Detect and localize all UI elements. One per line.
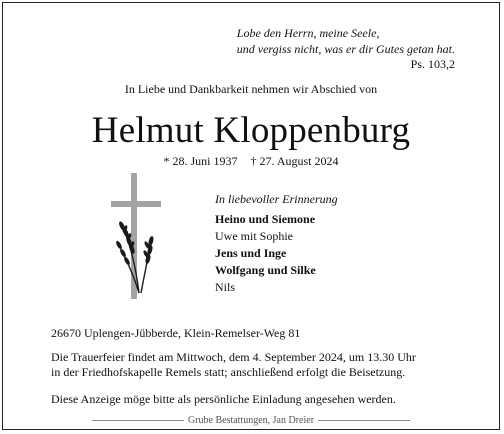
service-line-2: in der Friedhofskapelle Remels statt; anschließend erfolgt die Beisetzung. — [51, 365, 406, 379]
mourner-line: Wolfgang und Silke — [215, 263, 316, 277]
verse-line-1: Lobe den Herrn, meine Seele, — [236, 26, 380, 40]
family-address: 26670 Uplengen-Jübberde, Klein-Remelser-Weg 81 — [51, 326, 301, 340]
footer-rule-right — [318, 420, 410, 421]
deceased-name: Helmut Kloppenburg — [91, 110, 411, 151]
bible-verse — [237, 25, 455, 57]
mourner-line: Nils — [215, 280, 236, 294]
service-line-1: Die Trauerfeier findet am Mittwoch, dem 4. September 2024, um 13.30 Uhr — [51, 350, 416, 364]
life-dates — [3, 154, 499, 169]
funeral-service-info — [51, 350, 471, 380]
footer-rule-left — [92, 420, 184, 421]
footer — [3, 415, 499, 426]
mourners-list — [215, 191, 338, 296]
death-date: † 27. August 2024 — [250, 154, 339, 168]
mourners-lead: In liebevoller Erinnerung — [215, 192, 338, 206]
mourner-line: Heino und Siemone — [215, 212, 316, 226]
invitation-note: Diese Anzeige möge bitte als persönliche Einladung angesehen werden. — [51, 392, 396, 406]
intro-text: In Liebe und Dankbarkeit nehmen wir Abschied von — [124, 82, 378, 96]
verse-reference: Ps. 103,2 — [410, 57, 455, 71]
obituary-notice — [2, 2, 500, 430]
funeral-home-credit: Grube Bestattungen, Jan Dreier — [187, 415, 315, 426]
birth-date: * 28. Juni 1937 — [163, 154, 238, 168]
verse-line-2: und vergiss nicht, was er dir Gutes getan hat. — [236, 42, 455, 56]
mourner-line: Uwe mit Sophie — [215, 229, 293, 243]
mourner-line: Jens und Inge — [215, 246, 287, 260]
cross-with-wheat-icon — [105, 171, 167, 301]
